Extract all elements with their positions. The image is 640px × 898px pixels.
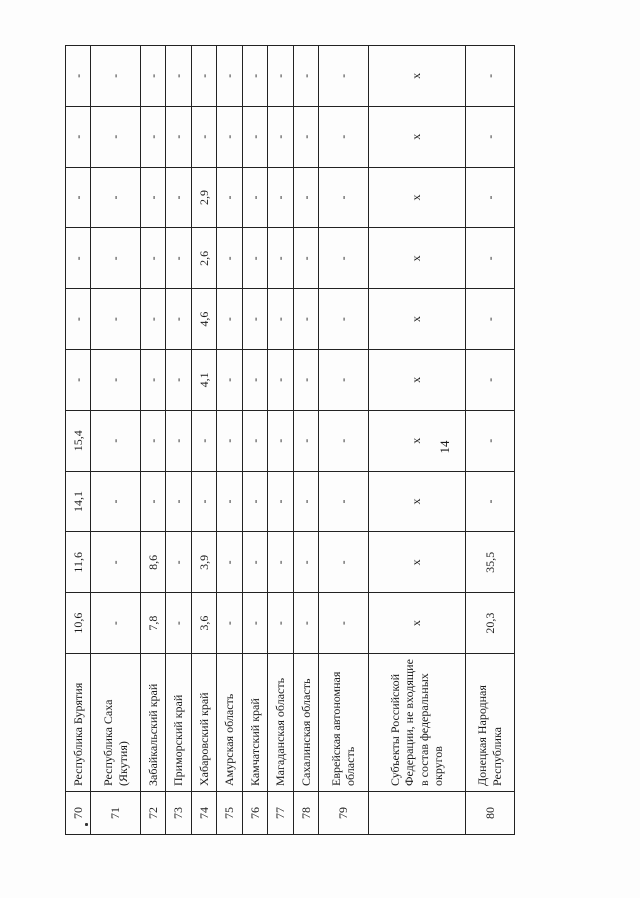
value-cell: - (191, 471, 216, 532)
table-row (166, 46, 191, 835)
value-cell: - (166, 471, 191, 532)
value-cell: - (242, 289, 267, 350)
value-cell: - (242, 410, 267, 471)
value-cell: 11,6 (66, 532, 91, 593)
value-cell: 10,6 (66, 593, 91, 654)
value-cell: 2,9 (191, 167, 216, 228)
value-cell: - (140, 410, 165, 471)
value-cell: - (91, 289, 140, 350)
value-cell: - (465, 350, 514, 411)
value-cell: - (166, 410, 191, 471)
value-cell: - (293, 228, 318, 289)
value-cell: 4,6 (191, 289, 216, 350)
value-cell: - (91, 350, 140, 411)
row-number-cell: 70 (66, 792, 91, 835)
value-cell: - (319, 410, 368, 471)
value-cell: - (91, 167, 140, 228)
value-cell: - (319, 471, 368, 532)
value-cell: - (319, 289, 368, 350)
value-cell: - (268, 289, 293, 350)
value-cell: - (268, 532, 293, 593)
value-cell: - (66, 167, 91, 228)
value-cell: - (140, 167, 165, 228)
row-number-cell: 72 (140, 792, 165, 835)
value-cell: - (191, 410, 216, 471)
value-cell: - (293, 593, 318, 654)
value-cell: - (166, 228, 191, 289)
region-name-cell: Магаданская область (268, 654, 293, 792)
table-row (191, 46, 216, 835)
value-cell: - (217, 228, 242, 289)
value-cell: - (242, 167, 267, 228)
value-cell: х (368, 410, 465, 471)
row-number-cell: 76 (242, 792, 267, 835)
value-cell: - (268, 471, 293, 532)
value-cell: - (91, 106, 140, 167)
value-cell: - (465, 471, 514, 532)
value-cell: - (140, 106, 165, 167)
value-cell: х (368, 46, 465, 107)
value-cell: - (166, 532, 191, 593)
value-cell: - (319, 228, 368, 289)
table-row (268, 46, 293, 835)
value-cell: - (166, 46, 191, 107)
value-cell: - (91, 593, 140, 654)
value-cell: - (293, 106, 318, 167)
value-cell: - (166, 593, 191, 654)
value-cell: - (66, 106, 91, 167)
value-cell: - (217, 106, 242, 167)
table-row (217, 46, 242, 835)
value-cell: - (191, 46, 216, 107)
value-cell: - (166, 106, 191, 167)
scan-artifact (85, 823, 88, 826)
value-cell: - (166, 350, 191, 411)
region-name-cell: Еврейская автономная область (319, 654, 368, 792)
value-cell: - (91, 228, 140, 289)
region-name-cell: Хабаровский край (191, 654, 216, 792)
value-cell: 3,9 (191, 532, 216, 593)
value-cell: - (66, 228, 91, 289)
value-cell: - (217, 289, 242, 350)
value-cell: - (66, 46, 91, 107)
value-cell: - (191, 106, 216, 167)
value-cell: 7,8 (140, 593, 165, 654)
row-number-cell: 77 (268, 792, 293, 835)
value-cell: - (242, 228, 267, 289)
value-cell: 14,1 (66, 471, 91, 532)
row-number-cell: 75 (217, 792, 242, 835)
value-cell: - (242, 532, 267, 593)
value-cell: - (66, 289, 91, 350)
value-cell: - (268, 593, 293, 654)
value-cell: - (140, 471, 165, 532)
value-cell: - (465, 410, 514, 471)
region-name-cell: Приморский край (166, 654, 191, 792)
value-cell: - (319, 167, 368, 228)
region-name-cell: Субъекты Российской Федерации, не входящие в состав федеральных округов (368, 654, 465, 792)
region-name-cell: Сахалинская область (293, 654, 318, 792)
table-row (66, 46, 91, 835)
value-cell: - (140, 289, 165, 350)
value-cell: х (368, 106, 465, 167)
value-cell: - (91, 532, 140, 593)
value-cell: - (465, 106, 514, 167)
region-name-cell: Республика Бурятия (66, 654, 91, 792)
value-cell: - (268, 350, 293, 411)
region-name-cell: Донецкая Народная Республика (465, 654, 514, 792)
value-cell: - (319, 593, 368, 654)
rotated-table-frame (65, 45, 515, 835)
table-container (65, 45, 515, 835)
value-cell: - (319, 532, 368, 593)
region-name-cell: Амурская область (217, 654, 242, 792)
value-cell: - (293, 289, 318, 350)
value-cell: - (293, 167, 318, 228)
value-cell: - (268, 228, 293, 289)
value-cell: - (217, 350, 242, 411)
value-cell: - (242, 593, 267, 654)
table-row (465, 46, 514, 835)
row-number-cell: 80 (465, 792, 514, 835)
value-cell: - (217, 410, 242, 471)
row-number-cell: 74 (191, 792, 216, 835)
value-cell: - (319, 350, 368, 411)
table-row (319, 46, 368, 835)
region-name-cell: Забайкальский край (140, 654, 165, 792)
table-row (242, 46, 267, 835)
row-number-cell: 73 (166, 792, 191, 835)
value-cell: - (242, 46, 267, 107)
value-cell: х (368, 593, 465, 654)
value-cell: - (465, 167, 514, 228)
value-cell: 8,6 (140, 532, 165, 593)
value-cell: - (293, 410, 318, 471)
value-cell: - (166, 289, 191, 350)
row-number-cell: 71 (91, 792, 140, 835)
value-cell: - (166, 167, 191, 228)
row-number-cell (368, 792, 465, 835)
value-cell: - (268, 46, 293, 107)
value-cell: - (293, 471, 318, 532)
table-row (368, 46, 465, 835)
region-name-cell: Республика Саха (Якутия) (91, 654, 140, 792)
row-number-cell: 78 (293, 792, 318, 835)
value-cell: х (368, 167, 465, 228)
value-cell: 15,4 (66, 410, 91, 471)
value-cell: - (91, 410, 140, 471)
value-cell: х (368, 532, 465, 593)
value-cell: - (66, 350, 91, 411)
value-cell: - (293, 350, 318, 411)
value-cell: - (217, 167, 242, 228)
value-cell: - (242, 106, 267, 167)
value-cell: - (140, 350, 165, 411)
value-cell: - (293, 532, 318, 593)
value-cell: 20,3 (465, 593, 514, 654)
value-cell: - (217, 471, 242, 532)
value-cell: х (368, 350, 465, 411)
value-cell: х (368, 471, 465, 532)
row-number-cell: 79 (319, 792, 368, 835)
region-name-cell: Камчатский край (242, 654, 267, 792)
regions-table (65, 45, 515, 835)
value-cell: - (319, 106, 368, 167)
value-cell: 2,6 (191, 228, 216, 289)
value-cell: - (465, 228, 514, 289)
value-cell: х (368, 289, 465, 350)
value-cell: - (242, 350, 267, 411)
value-cell: - (465, 289, 514, 350)
table-row (91, 46, 140, 835)
value-cell: - (91, 471, 140, 532)
value-cell: - (293, 46, 318, 107)
value-cell: 3,6 (191, 593, 216, 654)
value-cell: - (217, 46, 242, 107)
value-cell: - (91, 46, 140, 107)
value-cell: - (140, 46, 165, 107)
value-cell: - (268, 106, 293, 167)
value-cell: - (268, 167, 293, 228)
value-cell: - (319, 46, 368, 107)
value-cell: - (217, 593, 242, 654)
value-cell: х (368, 228, 465, 289)
value-cell: - (268, 410, 293, 471)
page-number: 14 (437, 440, 452, 454)
value-cell: - (465, 46, 514, 107)
table-row (293, 46, 318, 835)
table-row (140, 46, 165, 835)
value-cell: - (217, 532, 242, 593)
value-cell: 35,5 (465, 532, 514, 593)
value-cell: 4,1 (191, 350, 216, 411)
value-cell: - (242, 471, 267, 532)
value-cell: - (140, 228, 165, 289)
